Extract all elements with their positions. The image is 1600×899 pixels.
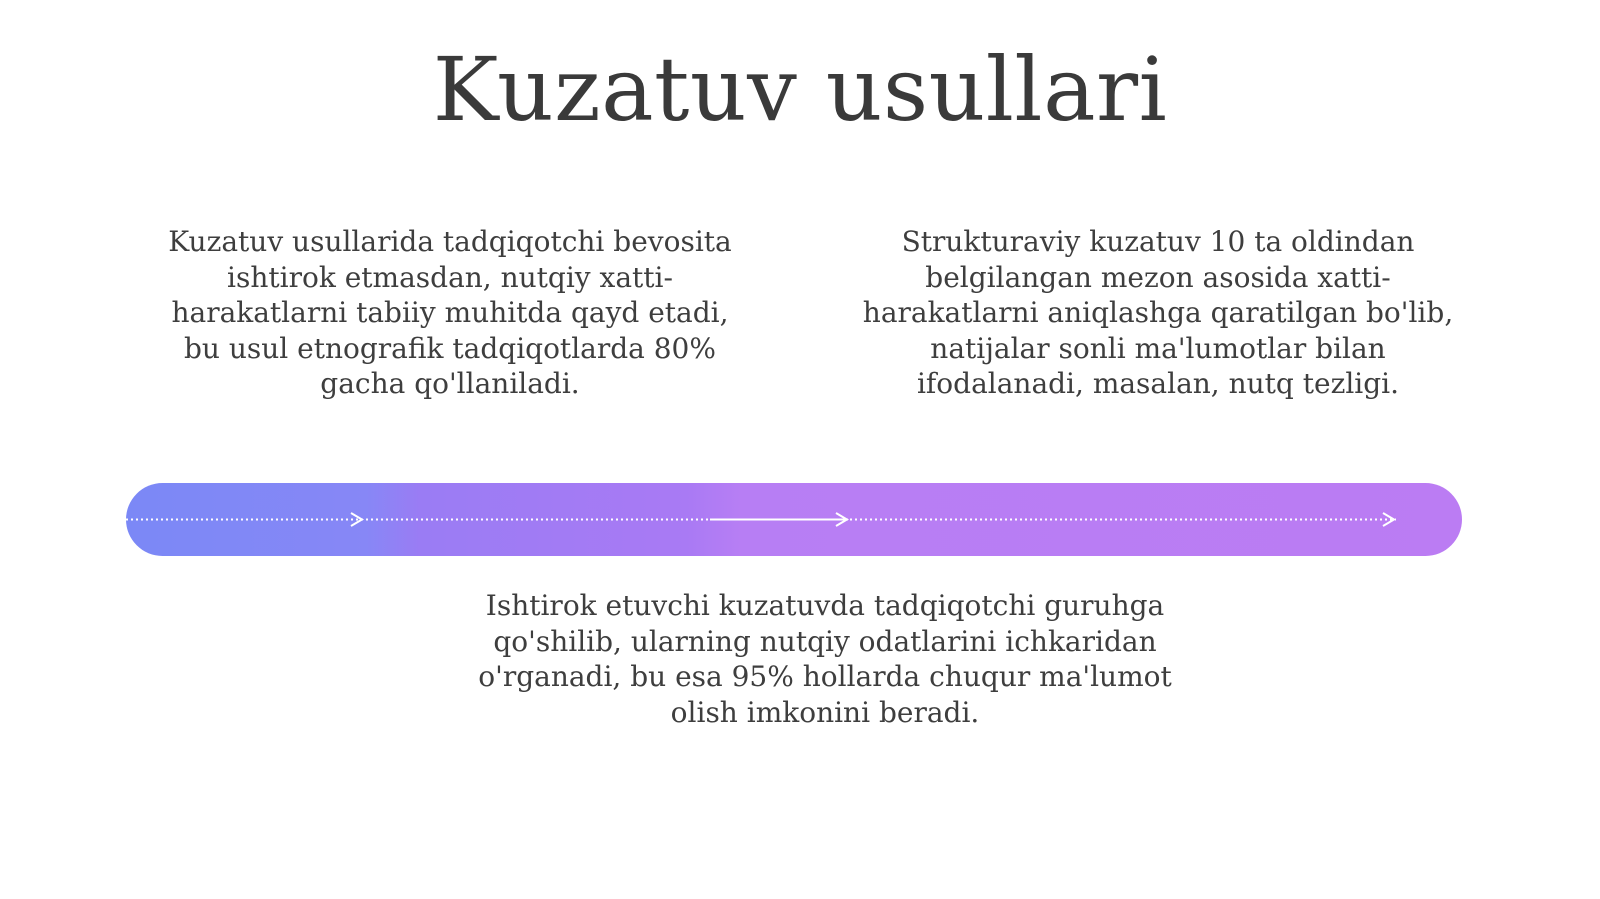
timeline-bar — [126, 483, 1462, 556]
arrow-head-icon — [1383, 513, 1394, 526]
slide-title: Kuzatuv usullari — [432, 38, 1168, 141]
text-block-left: Kuzatuv usullarida tadqiqotchi bevosita ishtirok etmasdan, nutqiy xatti-harakatlarni tabiiy muhitda qayd etadi, bu usul etnografik tadqiqotlarda 80% gacha qo'llaniladi. — [168, 225, 732, 400]
text-block-bottom: Ishtirok etuvchi kuzatuvda tadqiqotchi guruhga qo'shilib, ularning nutqiy odatlarini ichkaridan o'rganadi, bu esa 95% hollarda chuqur ma'lumot olish imkonini beradi. — [478, 589, 1172, 729]
timeline-arrows — [126, 483, 1462, 556]
text-block-right: Strukturaviy kuzatuv 10 ta oldindan belgilangan mezon asosida xatti-harakatlarni aniqlashga qaratilgan bo'lib, natijalar sonli ma'lumotlar bilan ifodalanadi, masalan, nutq tezligi. — [862, 225, 1454, 400]
